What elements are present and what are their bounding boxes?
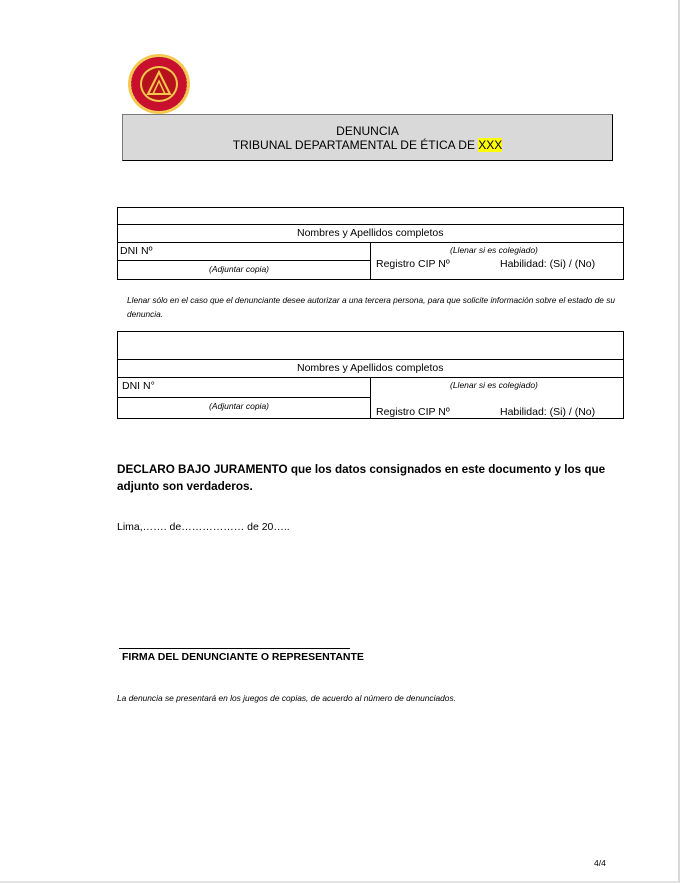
footnote: La denuncia se presentará en los juegos de copias, de acuerdo al número de denunciados. [117,693,456,703]
page-number: 4/4 [594,858,606,868]
title-line-2-text: TRIBUNAL DEPARTAMENTAL DE ÉTICA DE [232,138,479,152]
name-field[interactable] [118,332,623,359]
signature-label: FIRMA DEL DENUNCIANTE O REPRESENTANTE [122,651,364,663]
oath-rest: que los datos consignados en este documento y los que adjunto son verdaderos. [117,463,606,493]
attach-copy-note: (Adjuntar copia) [209,264,270,274]
title-highlight: XXX [478,138,503,152]
cip-label: Registro CIP Nº [376,258,450,270]
third-party-note: Llenar sólo en el caso que el denunciante desee autorizar a una tercera persona, para que solicite información sobre el estado de su denuncia. [127,295,615,319]
sworn-declaration [117,461,637,495]
habilidad-label: Habilidad: (Si) / (No) [500,406,596,418]
habilidad-label: Habilidad: (Si) / (No) [500,258,596,270]
cip-label: Registro CIP Nº [376,406,450,418]
oath-bold: DECLARO BAJO JURAMENTO [117,463,288,476]
signature-line [119,648,350,649]
dni-label: DNI Nº [120,245,153,257]
dni-label: DNI N° [122,380,155,392]
fill-if-member-note: (Llenar si es colegiado) [450,380,538,390]
document-title-box [122,114,613,161]
name-field[interactable] [118,208,623,224]
date-line: Lima,……. de……………… de 20….. [117,521,290,533]
fill-if-member-note: (Llenar si es colegiado) [450,245,538,255]
attach-copy-note: (Adjuntar copia) [209,401,270,411]
title-line-2 [123,138,612,152]
engineers-college-seal-icon [127,53,191,115]
complainant-form [117,207,624,281]
names-label: Nombres y Apellidos completos [297,227,444,239]
representative-form [117,331,624,419]
title-line-1: DENUNCIA [336,124,399,138]
names-label: Nombres y Apellidos completos [297,362,444,374]
